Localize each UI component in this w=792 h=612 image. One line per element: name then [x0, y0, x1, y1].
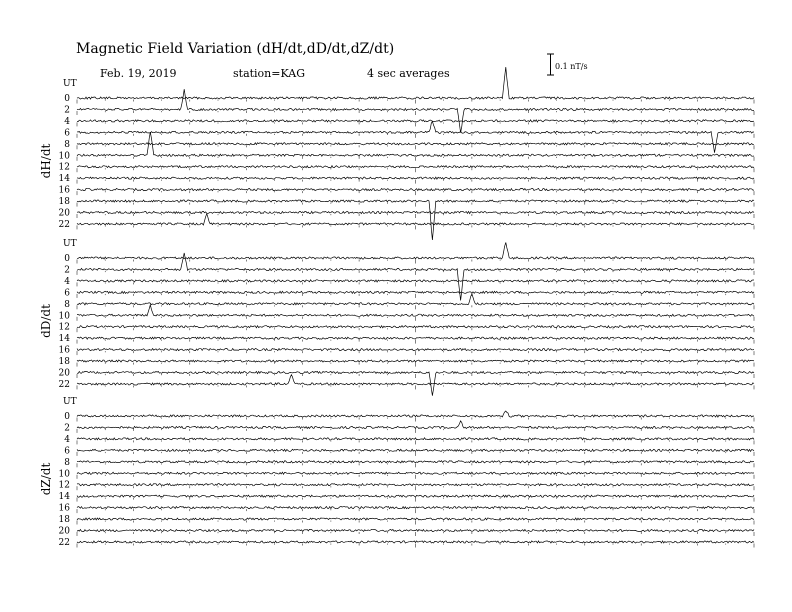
chart-title: Magnetic Field Variation (dH/dt,dD/dt,dZ/dt): [76, 41, 395, 57]
time-ticks: [77, 294, 754, 298]
row-label: 14: [58, 174, 70, 185]
row-label: 12: [58, 322, 70, 333]
row-label: 20: [58, 526, 70, 537]
row-label: 22: [58, 538, 70, 548]
row-label: 20: [58, 368, 70, 379]
row-label: 4: [64, 116, 70, 127]
trace-line: [77, 337, 754, 339]
time-ticks: [77, 385, 754, 389]
trace-line: [77, 243, 754, 260]
time-ticks: [77, 509, 754, 513]
trace-line: [77, 143, 754, 145]
time-ticks: [77, 122, 754, 126]
row-label: 2: [64, 265, 70, 276]
time-ticks: [77, 157, 754, 161]
time-ticks: [77, 475, 754, 479]
time-ticks: [77, 180, 754, 184]
row-label: 4: [64, 434, 70, 445]
time-ticks: [77, 260, 754, 264]
trace-line: [77, 507, 754, 509]
row-label: 2: [64, 423, 70, 434]
station-label: station=KAG: [233, 67, 305, 80]
row-label: 10: [58, 311, 70, 322]
time-ticks: [77, 429, 754, 433]
time-ticks: [77, 452, 754, 456]
row-label: 22: [58, 379, 70, 390]
time-ticks: [77, 317, 754, 321]
trace-line: [77, 360, 754, 362]
trace-line: [77, 280, 754, 282]
row-label: 18: [58, 515, 70, 525]
time-ticks: [77, 363, 754, 367]
row-label: 8: [64, 139, 70, 150]
trace-line: [77, 495, 754, 497]
row-label: 12: [58, 162, 70, 173]
scale-bar-label: 0.1 nT/s: [555, 62, 588, 71]
row-label: 22: [58, 219, 70, 230]
time-ticks: [77, 271, 754, 275]
ut-axis-label: UT: [63, 397, 77, 407]
averaging-label: 4 sec averages: [367, 67, 450, 80]
row-label: 0: [64, 412, 70, 422]
panel-dd-dt: [39, 239, 754, 396]
time-ticks: [77, 498, 754, 502]
trace-line: [77, 484, 754, 486]
row-label: 18: [58, 357, 70, 368]
panel-ylabel: dD/dt: [39, 304, 53, 338]
time-ticks: [77, 418, 754, 422]
trace-line: [77, 421, 754, 429]
row-label: 0: [64, 94, 70, 104]
trace-line: [77, 120, 754, 122]
time-ticks: [77, 463, 754, 467]
trace-line: [77, 518, 754, 520]
time-ticks: [77, 145, 754, 149]
trace-line: [77, 529, 754, 531]
row-label: 6: [64, 128, 70, 139]
time-ticks: [77, 225, 754, 229]
row-label: 16: [58, 503, 70, 514]
row-label: 20: [58, 208, 70, 219]
trace-line: [77, 449, 754, 451]
ut-axis-label: UT: [63, 239, 77, 249]
row-label: 6: [64, 446, 70, 457]
time-ticks: [77, 532, 754, 536]
row-label: 2: [64, 105, 70, 116]
time-ticks: [77, 486, 754, 490]
time-ticks: [77, 544, 754, 548]
row-label: 16: [58, 345, 70, 356]
row-label: 6: [64, 288, 70, 299]
trace-line: [77, 211, 754, 213]
ut-axis-label: UT: [63, 79, 77, 89]
row-label: 16: [58, 185, 70, 196]
date-label: Feb. 19, 2019: [100, 67, 177, 80]
time-ticks: [77, 214, 754, 218]
trace-line: [77, 177, 754, 179]
time-ticks: [77, 340, 754, 344]
trace-line: [77, 166, 754, 168]
row-label: 8: [64, 457, 70, 468]
time-ticks: [77, 168, 754, 172]
time-ticks: [77, 203, 754, 207]
trace-line: [77, 411, 754, 417]
time-ticks: [77, 374, 754, 378]
trace-line: [77, 291, 754, 293]
time-ticks: [77, 440, 754, 444]
panel-ylabel: dZ/dt: [39, 462, 53, 496]
scale-bar: [547, 54, 588, 75]
time-ticks: [77, 191, 754, 195]
time-ticks: [77, 521, 754, 525]
time-ticks: [77, 100, 754, 104]
trace-line: [77, 541, 754, 543]
panel-dz-dt: [39, 397, 754, 548]
time-ticks: [77, 111, 754, 115]
trace-line: [77, 326, 754, 328]
row-label: 10: [58, 469, 70, 480]
panel-dh-dt: [39, 67, 754, 240]
row-label: 14: [58, 334, 70, 345]
time-ticks: [77, 134, 754, 138]
row-label: 18: [58, 197, 70, 208]
panels-group: [39, 67, 754, 548]
panel-ylabel: dH/dt: [39, 143, 53, 179]
time-ticks: [77, 305, 754, 309]
time-ticks: [77, 282, 754, 286]
row-label: 4: [64, 276, 70, 287]
trace-line: [77, 349, 754, 351]
trace-line: [77, 189, 754, 191]
trace-line: [77, 461, 754, 463]
row-label: 14: [58, 492, 70, 503]
row-label: 10: [58, 151, 70, 162]
trace-line: [77, 472, 754, 474]
row-label: 12: [58, 480, 70, 491]
row-label: 0: [64, 254, 70, 264]
time-ticks: [77, 351, 754, 355]
row-label: 8: [64, 299, 70, 310]
time-ticks: [77, 328, 754, 332]
trace-line: [77, 438, 754, 440]
